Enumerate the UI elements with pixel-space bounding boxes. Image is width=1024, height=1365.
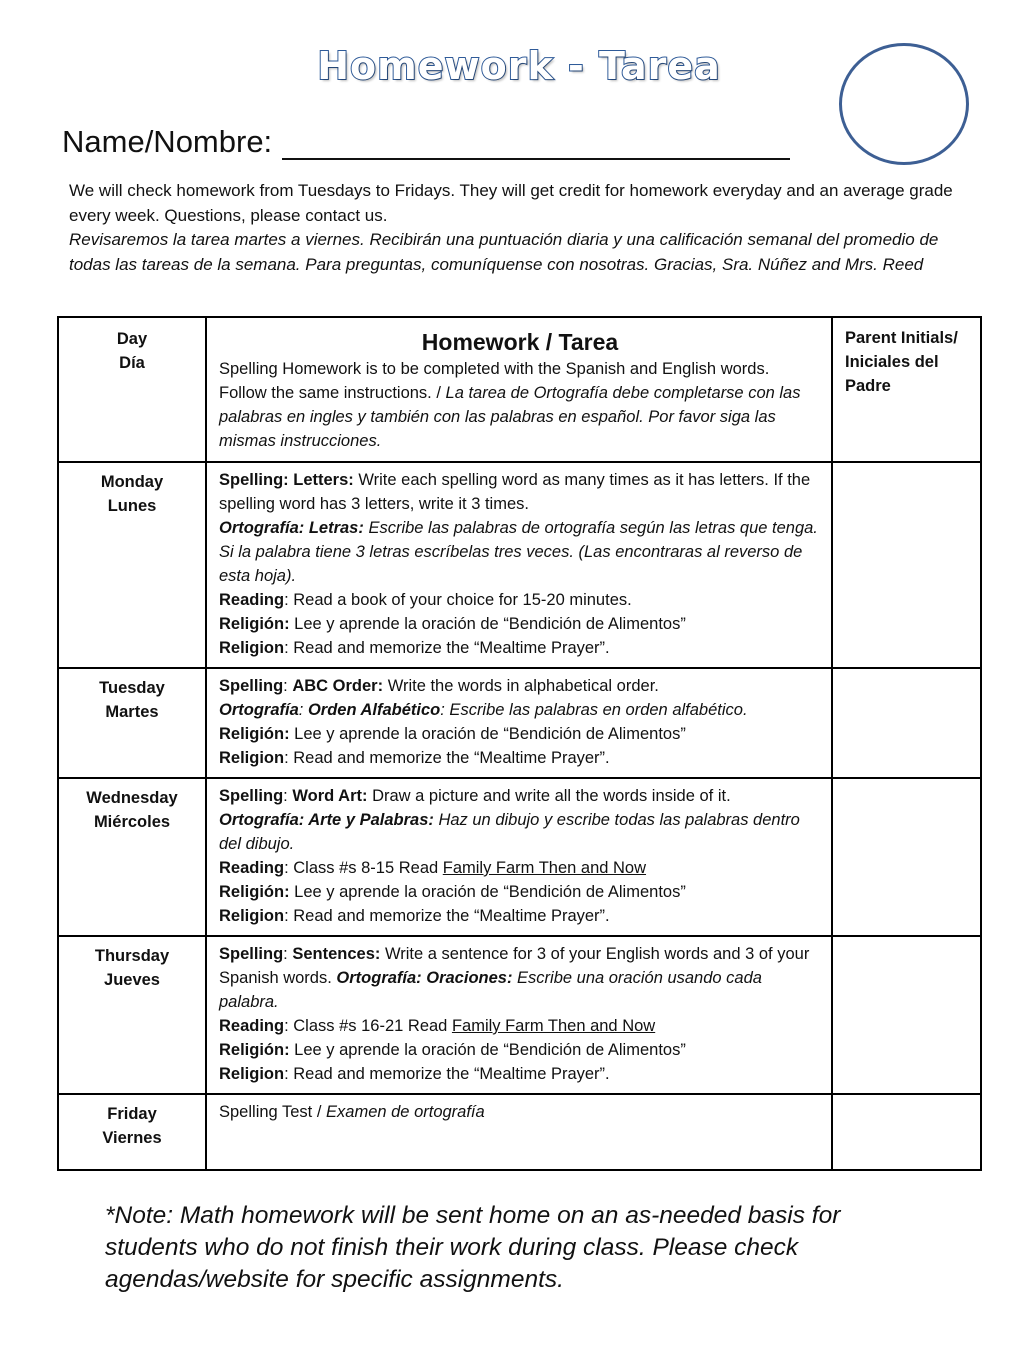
day-name-es: Martes (105, 703, 159, 721)
intro-text (69, 179, 959, 277)
homework-text: Spelling (219, 787, 284, 805)
table-row (58, 778, 981, 936)
homework-text: Reading (219, 1017, 285, 1035)
homework-text: Escribe las palabras de ortografía según las letras que tenga. Si la palabra tiene 3 letras escríbelas tres veces. (Las encontraras al reverso de esta hoja). (219, 519, 818, 585)
homework-text: Sentences: (292, 945, 381, 963)
homework-cell (206, 462, 832, 668)
homework-text: Spelling: Letters: (219, 471, 359, 489)
homework-text: Escribe una oración usando cada palabra. (219, 969, 762, 1011)
parent-initials-cell[interactable] (832, 936, 981, 1094)
day-name-es: Viernes (102, 1129, 162, 1147)
homework-line (219, 588, 821, 612)
homework-line (219, 942, 821, 1014)
day-name-en: Tuesday (99, 679, 165, 697)
name-blank-line (282, 158, 790, 160)
homework-line (219, 1100, 821, 1124)
homework-line (219, 904, 821, 928)
homework-text: Ortografía: Oraciones: (336, 969, 513, 987)
table-row (58, 1094, 981, 1170)
homework-text: Religion (219, 1065, 285, 1083)
homework-text: : Class #s 16-21 Read (284, 1017, 452, 1035)
parent-initials-cell[interactable] (832, 462, 981, 668)
homework-text: Spelling Test / (219, 1103, 327, 1121)
day-name-es: Miércoles (93, 813, 171, 831)
homework-text: : Read and memorize the “Mealtime Prayer”. (284, 749, 610, 767)
name-label: Name/Nombre: (62, 124, 273, 159)
day-cell (58, 778, 206, 936)
homework-line (219, 1038, 821, 1062)
day-name-en: Friday (107, 1105, 157, 1123)
homework-line (219, 880, 821, 904)
homework-text: Lee y aprende la oración de “Bendición de Alimentos” (289, 1041, 686, 1059)
homework-text: Lee y aprende la oración de “Bendición de Alimentos” (289, 615, 686, 633)
table-header-row (58, 317, 981, 462)
header-homework-note (219, 357, 821, 461)
homework-text: Religion (219, 749, 285, 767)
header-parent-cell: Parent Initials/ Iniciales del Padre (832, 317, 981, 462)
homework-line (219, 1014, 821, 1038)
homework-cell (206, 778, 832, 936)
day-cell (58, 462, 206, 668)
homework-text: ABC Order: (292, 677, 384, 695)
homework-line (219, 612, 821, 636)
homework-line (219, 722, 821, 746)
homework-text: Ortografía: Arte y Palabras: (219, 811, 434, 829)
homework-text: Family Farm Then and Now (442, 859, 647, 877)
homework-table (57, 316, 982, 1171)
table-row (58, 936, 981, 1094)
homework-line (219, 808, 821, 856)
homework-text: Ortografía (219, 701, 299, 719)
homework-line (219, 674, 821, 698)
homework-text: Write each spelling word as many times as it has letters. If the spelling word has 3 letters, write it 3 times. (219, 471, 811, 513)
math-note: *Note: Math homework will be sent home on an as-needed basis for students who do not finish their work during class. Please check agendas/website for specific assignments. (105, 1202, 841, 1293)
table-row (58, 668, 981, 778)
day-cell (58, 668, 206, 778)
homework-text: Religión: (219, 883, 290, 901)
grade-circle (839, 43, 969, 165)
homework-text: : Escribe las palabras en orden alfabético. (440, 701, 748, 719)
homework-line (219, 516, 821, 588)
header-day-es: Día (119, 354, 145, 372)
homework-text: Spelling (219, 677, 284, 695)
homework-line (219, 468, 821, 516)
header-homework-cell (206, 317, 832, 462)
homework-text: : Read and memorize the “Mealtime Prayer”. (284, 907, 610, 925)
homework-text: : (283, 787, 293, 805)
homework-text: : (283, 677, 293, 695)
homework-text: Examen de ortografía (326, 1103, 485, 1121)
parent-initials-cell[interactable] (832, 778, 981, 936)
intro-english: We will check homework from Tuesdays to Fridays. They will get credit for homework everyday and an average grade every week. Questions, please contact us. (69, 181, 953, 225)
homework-line (219, 746, 821, 770)
homework-text: Reading (219, 859, 285, 877)
homework-line (219, 698, 821, 722)
homework-text: Orden Alfabético (307, 701, 441, 719)
homework-line (219, 1062, 821, 1086)
homework-text: Ortografía: Letras: (219, 519, 369, 537)
homework-text: Spelling (219, 945, 284, 963)
homework-text: Lee y aprende la oración de “Bendición de Alimentos” (289, 725, 686, 743)
homework-text: : (283, 945, 293, 963)
homework-text: Family Farm Then and Now (451, 1017, 656, 1035)
homework-text: Reading (219, 591, 285, 609)
day-name-es: Lunes (107, 497, 157, 515)
homework-text: : Class #s 8-15 Read (284, 859, 443, 877)
day-cell (58, 1094, 206, 1170)
homework-line (219, 784, 821, 808)
header-note-en: Spelling Homework is to be completed with the Spanish and English words. Follow the same instructions. / (219, 360, 770, 402)
homework-text: Write a sentence for 3 of your English words and 3 of your Spanish words. (219, 945, 810, 987)
day-cell (58, 936, 206, 1094)
homework-cell (206, 668, 832, 778)
homework-text: Religión: (219, 615, 290, 633)
intro-spanish: Revisaremos la tarea martes a viernes. Recibirán una puntuación diaria y una calificación semanal del promedio de todas las tareas de la semana. Para preguntas, comuníquense con nosotras. Gracias, Sra. Núñez and Mrs. Reed (69, 230, 939, 274)
homework-text: : Read and memorize the “Mealtime Prayer”. (284, 639, 610, 657)
homework-line (219, 856, 821, 880)
day-name-en: Monday (100, 473, 164, 491)
header-homework-title: Homework / Tarea (421, 329, 619, 355)
homework-text: Haz un dibujo y escribe todas las palabras dentro del dibujo. (219, 811, 800, 853)
parent-initials-cell[interactable] (832, 668, 981, 778)
parent-initials-cell[interactable] (832, 1094, 981, 1170)
homework-cell (206, 936, 832, 1094)
homework-text: Religion (219, 639, 285, 657)
homework-text: : Read and memorize the “Mealtime Prayer”. (284, 1065, 610, 1083)
homework-cell (206, 1094, 832, 1170)
homework-text: Religión: (219, 725, 290, 743)
day-name-en: Thursday (94, 947, 170, 965)
homework-text: Religión: (219, 1041, 290, 1059)
header-day-cell (58, 317, 206, 462)
homework-text: Religion (219, 907, 285, 925)
homework-text: Write the words in alphabetical order. (383, 677, 659, 695)
homework-text: : (298, 701, 308, 719)
header-day-en: Day (116, 330, 148, 348)
homework-text: Lee y aprende la oración de “Bendición de Alimentos” (289, 883, 686, 901)
day-name-es: Jueves (104, 971, 160, 989)
day-name-en: Wednesday (86, 789, 178, 807)
page-title: Homework - Tarea (317, 44, 721, 88)
homework-line (219, 636, 821, 660)
homework-text: Draw a picture and write all the words inside of it. (367, 787, 731, 805)
header-note-es: La tarea de Ortografía debe completarse con las palabras en ingles y también con las palabras en español. Por favor siga las mismas instrucciones. (219, 384, 801, 450)
homework-text: : Read a book of your choice for 15-20 minutes. (284, 591, 632, 609)
homework-text: Word Art: (292, 787, 368, 805)
table-row (58, 462, 981, 668)
